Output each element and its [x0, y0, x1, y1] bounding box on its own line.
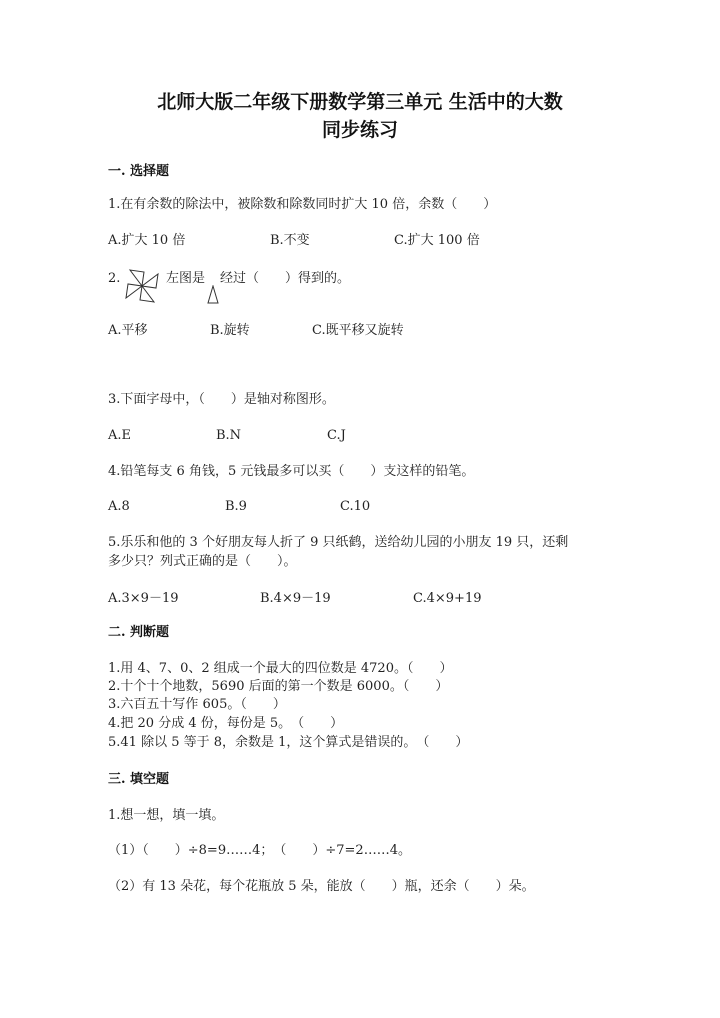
question-4-option-a: A.8 — [108, 499, 130, 514]
question-3-option-b: B.N — [216, 428, 242, 443]
question-5-option-b: B.4×9－19 — [260, 591, 331, 606]
question-3-stem: 3.下面字母中，（ ）是轴对称图形。 — [108, 392, 335, 407]
question-2-option-c: C.既平移又旋转 — [312, 323, 404, 338]
page-title-line2: 同步练习 — [321, 119, 398, 141]
question-5-stem-line2: 多少只？列式正确的是（ ）。 — [108, 554, 297, 569]
question-3-option-a: A.E — [108, 428, 132, 443]
question-2-option-a: A.平移 — [108, 323, 148, 338]
judgement-item-5: 5.41 除以 5 等于 8，余数是 1，这个算式是错误的。 （ ） — [108, 735, 469, 750]
judgement-item-2: 2.十个十个地数，5690 后面的第一个数是 6000。（ ） — [108, 679, 449, 694]
question-2-number: 2. — [108, 271, 121, 286]
triangle-figure — [207, 285, 219, 305]
question-1-stem: 1.在有余数的除法中，被除数和除数同时扩大 10 倍，余数（ ） — [108, 197, 497, 212]
question-1-option-a: A.扩大 10 倍 — [108, 233, 186, 248]
fill-item-1-part-1: （1）（ ）÷8=9……4； （ ）÷7=2……4。 — [108, 843, 411, 858]
question-4-option-c: C.10 — [340, 499, 371, 514]
judgement-item-1: 1.用 4、7、0、2 组成一个最大的四位数是 4720。（ ） — [108, 661, 453, 676]
question-1-option-b: B.不变 — [270, 233, 310, 248]
question-4-option-b: B.9 — [225, 499, 247, 514]
fill-item-1: 1.想一想，填一填。 — [108, 808, 225, 823]
fill-item-1-part-2: （2）有 13 朵花，每个花瓶放 5 朵，能放（ ）瓶，还余（ ）朵。 — [108, 879, 535, 894]
question-2-stem-a: 左图是 — [166, 271, 206, 286]
question-3-option-c: C.J — [327, 428, 346, 443]
question-1-option-c: C.扩大 100 倍 — [394, 233, 480, 248]
judgement-item-3: 3.六百五十写作 605。（ ） — [108, 697, 286, 712]
question-2-option-b: B.旋转 — [210, 323, 250, 338]
question-5-stem-line1: 5.乐乐和他的 3 个好朋友每人折了 9 只纸鹤，送给幼儿园的小朋友 19 只，还剩 — [108, 535, 569, 550]
section-heading-fill-blank: 三. 填空题 — [108, 772, 170, 787]
page-title-line1: 北师大版二年级下册数学第三单元 生活中的大数 — [157, 91, 563, 113]
judgement-item-4: 4.把 20 分成 4 份，每份是 5。 （ ） — [108, 716, 344, 731]
question-4-stem: 4.铅笔每支 6 角钱，5 元钱最多可以买（ ）支这样的铅笔。 — [108, 464, 475, 479]
question-5-option-c: C.4×9+19 — [413, 591, 482, 606]
section-heading-judgement: 二. 判断题 — [108, 625, 170, 640]
section-heading-choice: 一. 选择题 — [108, 164, 170, 179]
question-2-stem-b: 经过（ ）得到的。 — [220, 271, 351, 286]
question-5-option-a: A.3×9－19 — [108, 591, 179, 606]
pinwheel-figure — [122, 266, 162, 306]
